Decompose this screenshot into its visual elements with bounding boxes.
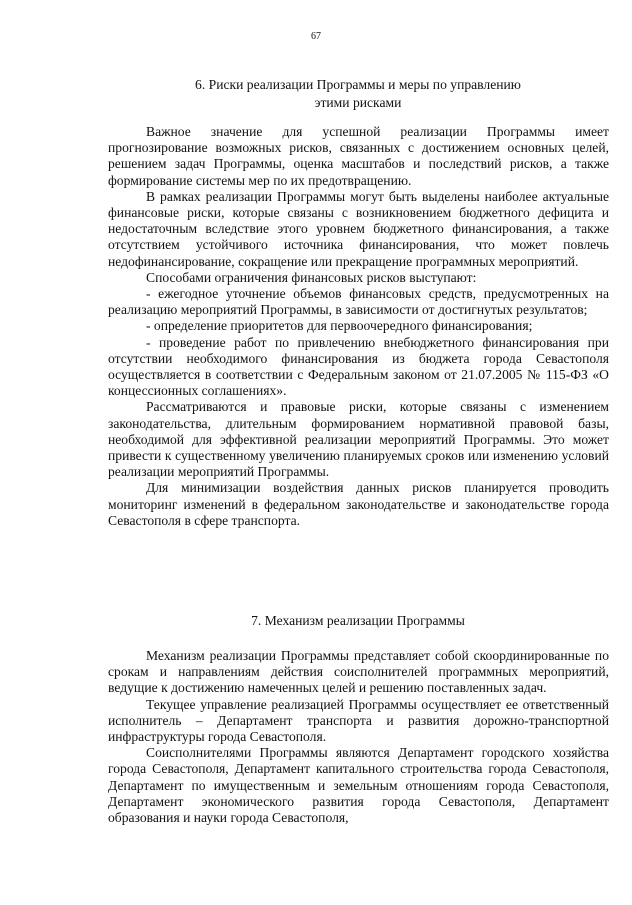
section-6-body [108, 124, 609, 529]
section-6-heading-line-1: 6. Риски реализации Программы и меры по управлению [195, 77, 521, 92]
section-7-paragraph-2: Текущее управление реализацией Программы осуществляет ее ответственный исполнитель – Департамент транспорта и развития дорожно-транспортной инфраструктуры города Севастополя. [108, 696, 609, 745]
section-6-list-item-3: - проведение работ по привлечению внебюджетного финансирования при отсутствии необходимого финансирования из бюджета города Севастополя осуществляется в соответствии с Федеральным законом от 21.07.2005 № 115-ФЗ «О концессионных соглашениях». [108, 334, 609, 399]
section-6-paragraph-4: Рассматриваются и правовые риски, которые связаны с изменением законодательства, длительным формированием нормативной правовой базы, необходимой для эффективной реализации мероприятий Программы. Это может привести к существенному увеличению планируемых сроков или изменению условий реализации мероприятий Программы. [108, 399, 609, 480]
section-7-heading: 7. Механизм реализации Программы [251, 613, 465, 628]
section-6-paragraph-1: Важное значение для успешной реализации Программы имеет прогнозирование возможных рисков, связанных с достижением основных целей, решением задач Программы, оценка масштабов и последствий рисков, а также формирование системы мер по их предотвращению. [108, 124, 609, 188]
section-7-body [108, 648, 609, 826]
section-7-paragraph-1: Механизм реализации Программы представляет собой скоординированные по срокам и направлениям действия соисполнителей программных мероприятий, ведущие к достижению намеченных целей и решению поставленных задач. [108, 648, 609, 696]
section-6-heading-line-2: этими рисками [314, 94, 402, 110]
section-6-list-item-2: - определение приоритетов для первоочередного финансирования; [146, 318, 533, 334]
section-6-paragraph-2: В рамках реализации Программы могут быть выделены наиболее актуальные финансовые риски, которые связаны с возникновением бюджетного дефицита и недостаточным вследствие этого уровнем бюджетного финансирования, а также отсутствием устойчивого источника финансирования, что может повлечь недофинансирование, сокращение или прекращение программных мероприятий. [108, 188, 609, 269]
section-6-paragraph-3: Способами ограничения финансовых рисков выступают: [146, 269, 477, 285]
section-7-paragraph-3: Соисполнителями Программы являются Департамент городского хозяйства города Севастополя, Департамент капитального строительства города Севастополя, Департамент по имущественным и земельным отношениям города Севастополя, Департамент экономического развития города Севастополя, Департамент образования и науки города Севастополя, [108, 745, 609, 826]
section-6-heading [108, 76, 608, 111]
section-6-list-item-1: - ежегодное уточнение объемов финансовых средств, предусмотренных на реализацию мероприятий Программы, в зависимости от достигнутых результатов; [108, 286, 609, 318]
page-number: 67 [311, 31, 321, 42]
section-6-paragraph-5: Для минимизации воздействия данных рисков планируется проводить мониторинг изменений в федеральном законодательстве и законодательстве города Севастополя в сфере транспорта. [108, 480, 609, 528]
